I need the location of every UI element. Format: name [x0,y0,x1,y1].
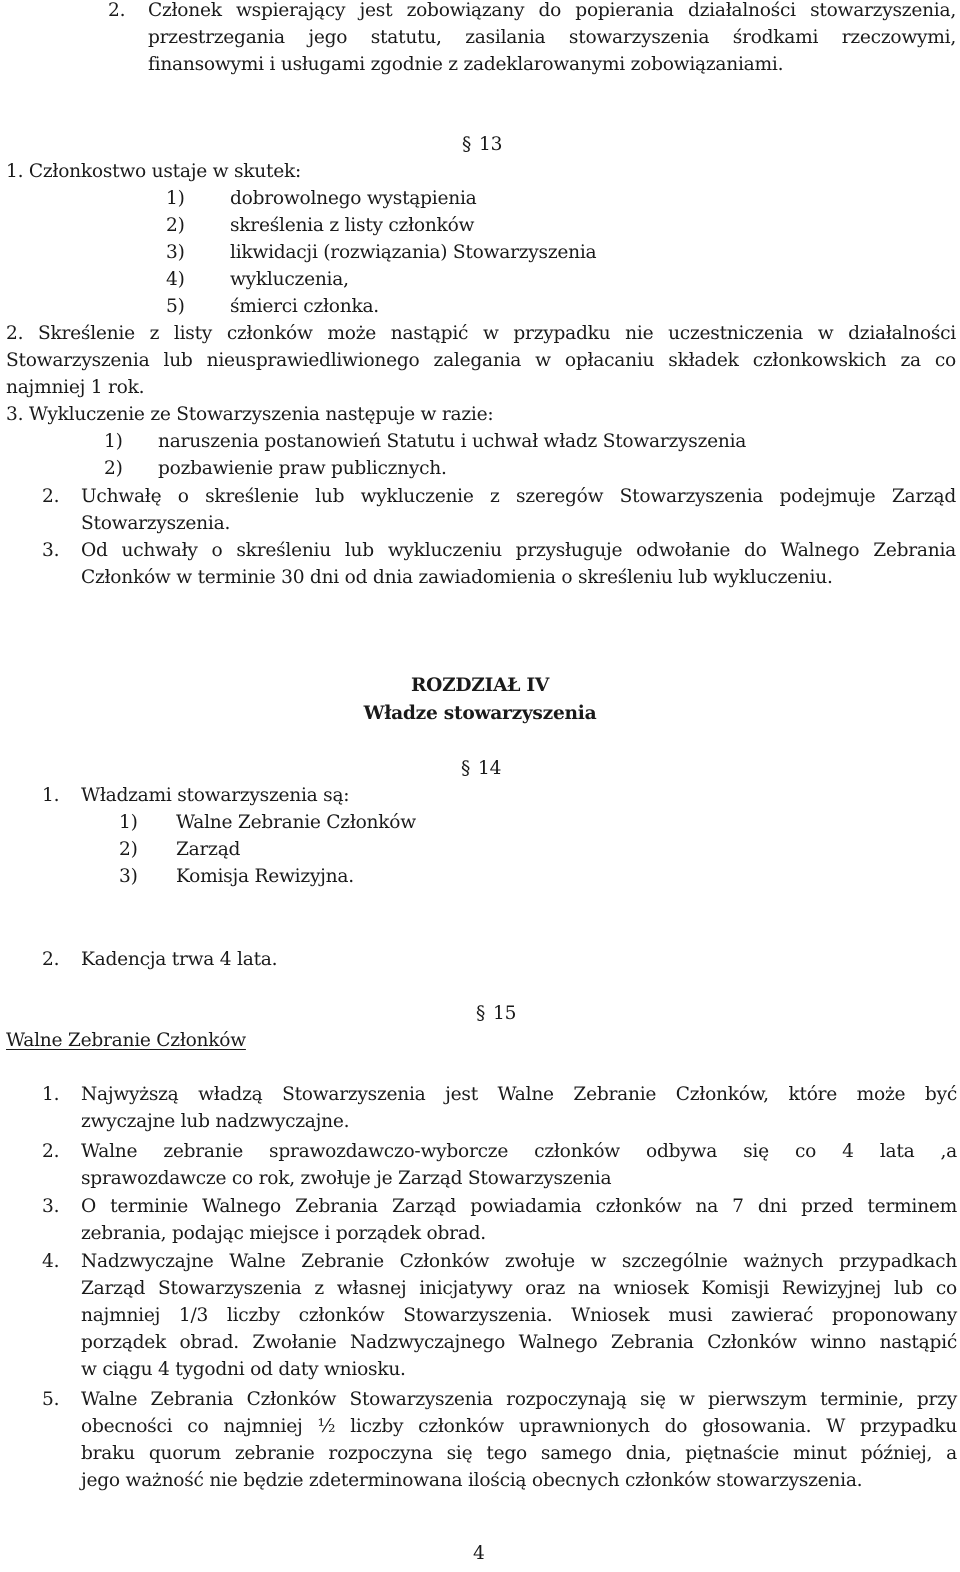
text-line: Walne zebranie sprawozdawczo-wyborcze członków odbywa się co 4 lata ,a [81,1141,957,1162]
text-line: Członków w terminie 30 dni od dnia zawiadomienia o skreśleniu lub wykluczeniu. [81,567,833,588]
text-line: porządek obrad. Zwołanie Nadzwyczajnego Walnego Zebrania Członków winno nastąpić [81,1332,957,1353]
text-line: sprawozdawcze co rok, zwołuje je Zarząd Stowarzyszenia [81,1168,612,1189]
text-line: zebrania, podając miejsce i porządek obrad. [81,1223,486,1244]
top-item-number: 2. [108,0,126,21]
list-item: Komisja Rewizyjna. [176,866,354,887]
paragraph [6,320,956,401]
text-line: O terminie Walnego Zebrania Zarząd powiadamia członków na 7 dni przed terminem [81,1196,957,1217]
paragraph-number: 3. [42,540,60,561]
list-item: dobrowolnego wystąpienia [230,188,477,209]
paragraph-number: 4. [42,1251,60,1272]
text-line: zwyczajne lub nadzwyczajne. [81,1111,350,1132]
list-item-number: 1) [119,812,138,833]
top-item-text [148,0,956,78]
paragraph [81,1386,957,1494]
list-item: wykluczenia, [230,269,349,290]
text-line: obecności co najmniej ½ liczby członków uprawnionych do głosowania. W przypadku [81,1416,957,1437]
text-line: najmniej 1 rok. [6,377,145,398]
list-item: Walne Zebranie Członków [176,812,416,833]
section-number: 14 [478,758,502,779]
list-item-number: 2) [104,458,123,479]
text-line: Najwyższą władzą Stowarzyszenia jest Walne Zebranie Członków, które może być [81,1084,957,1105]
text-line: najmniej 1/3 liczby członków Stowarzyszenia. Wniosek musi zawierać proponowany [81,1305,957,1326]
paragraph [81,1248,957,1383]
list-item: skreślenia z listy członków [230,215,475,236]
text-line: braku quorum zebranie rozpoczyna się tego samego dnia, piętnaście minut później, a [81,1443,957,1464]
paragraph: 1. Członkostwo ustaje w skutek: [6,161,301,182]
paragraph [81,1193,957,1247]
text-line: finansowymi i usługami zgodnie z zadeklarowanymi zobowiązaniami. [148,54,784,75]
paragraph [81,483,956,537]
text-line: Stowarzyszenia. [81,513,231,534]
paragraph-number: 5. [42,1389,60,1410]
list-item-number: 3) [166,242,185,263]
paragraph-number: 3. [42,1196,60,1217]
list-item: Zarząd [176,839,241,860]
page-number: 4 [473,1543,485,1564]
section-symbol: § [476,1003,486,1024]
text-line: Walne Zebrania Członków Stowarzyszenia rozpoczynają się w pierwszym terminie, przy [81,1389,957,1410]
chapter-subtitle: Władze stowarzyszenia [363,703,597,724]
text-line: przestrzegania jego statutu, zasilania stowarzyszenia środkami rzeczowymi, [148,27,956,48]
list-item-number: 2) [119,839,138,860]
section-symbol: § [461,758,471,779]
list-item: likwidacji (rozwiązania) Stowarzyszenia [230,242,597,263]
list-item-number: 1) [166,188,185,209]
text-line: Członek wspierający jest zobowiązany do popierania działalności stowarzyszenia, [148,0,956,21]
paragraph: Władzami stowarzyszenia są: [81,785,350,806]
paragraph: Kadencja trwa 4 lata. [81,949,278,970]
paragraph-number: 2. [42,1141,60,1162]
paragraph [81,1138,957,1192]
paragraph-number: 1. [42,785,60,806]
list-item-number: 2) [166,215,185,236]
text-line: Nadzwyczajne Walne Zebranie Członków zwołuje w szczególnie ważnych przypadkach [81,1251,957,1272]
paragraph-number: 1. [42,1084,60,1105]
list-item: pozbawienie praw publicznych. [158,458,447,479]
section-heading: Walne Zebranie Członków [6,1030,246,1051]
list-item-number: 1) [104,431,123,452]
text-line: jego ważność nie będzie zdeterminowana ilością obecnych członków stowarzyszenia. [81,1470,863,1491]
text-line: Zarząd Stowarzyszenia z własnej inicjatywy oraz na wniosek Komisji Rewizyjnej lub co [81,1278,957,1299]
list-item-number: 3) [119,866,138,887]
text-line: Od uchwały o skreśleniu lub wykluczeniu przysługuje odwołanie do Walnego Zebrania [81,540,956,561]
list-item-number: 4) [166,269,185,290]
paragraph-number: 2. [42,486,60,507]
text-line: w ciągu 4 tygodni od daty wniosku. [81,1359,406,1380]
paragraph [81,537,956,591]
paragraph [81,1081,957,1135]
section-number: 13 [479,134,503,155]
section-number: 15 [493,1003,517,1024]
paragraph-number: 2. [42,949,60,970]
list-item: śmierci członka. [230,296,379,317]
text-line: Stowarzyszenia lub nieusprawiedliwionego zalegania w opłacaniu składek członkowskich za co [6,350,956,371]
list-item-number: 5) [166,296,185,317]
section-symbol: § [462,134,472,155]
paragraph: 3. Wykluczenie ze Stowarzyszenia następuje w razie: [6,404,494,425]
text-line: Uchwałę o skreślenie lub wykluczenie z szeregów Stowarzyszenia podejmuje Zarząd [81,486,956,507]
list-item: naruszenia postanowień Statutu i uchwał władz Stowarzyszenia [158,431,747,452]
text-line: 2. Skreślenie z listy członków może nastąpić w przypadku nie uczestniczenia w działalności [6,323,956,344]
chapter-title: ROZDZIAŁ IV [410,675,550,696]
